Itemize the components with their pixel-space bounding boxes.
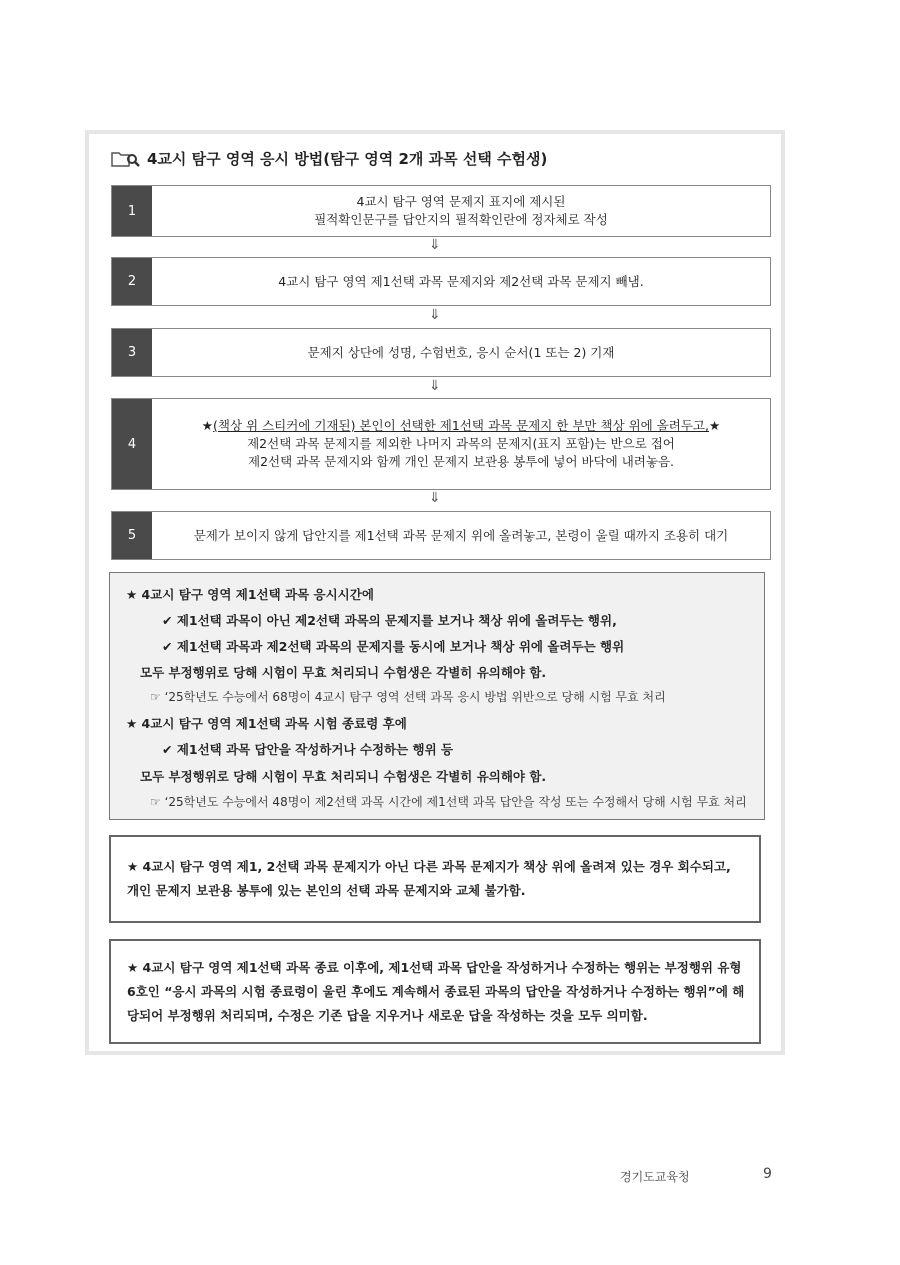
footer-org: 경기도교육청 [620, 1170, 690, 1184]
step-text: 4교시 탐구 영역 문제지 표지에 제시된 [356, 194, 566, 209]
exam-method-panel [85, 130, 785, 1055]
step-4 [111, 398, 771, 490]
down-arrow-icon: ⇓ [429, 378, 441, 394]
warning-note: ☞ ‘25학년도 수능에서 48명이 제2선택 과목 시간에 제1선택 과목 답안을 작성 또는 수정해서 당해 시험 무효 처리 [150, 795, 747, 809]
notice-text: ★ 4교시 탐구 영역 제1선택 과목 종료 이후에, 제1선택 과목 답안을 작성하거나 수정하는 행위는 부정행위 유형 6호인 “응시 과목의 시험 종료령이 울린 후에도 계속해서 종료된 과목의 답안을 작성하거나 수정하는 행위”에 해당되어 부정행위 처리되며, 수정은 기존 답을 지우거나 새로운 답을 작성하는 것을 모두 의미함. [127, 959, 745, 1023]
page-number: 9 [763, 1166, 772, 1182]
step-text: 4교시 탐구 영역 제1선택 과목 문제지와 제2선택 과목 문제지 빼냄. [278, 273, 644, 289]
step-text: 문제지 상단에 성명, 수험번호, 응시 순서(1 또는 2) 기재 [307, 344, 615, 360]
notice-text: ★ 4교시 탐구 영역 제1, 2선택 과목 문제지가 아닌 다른 과목 문제지가 책상 위에 올려져 있는 경우 회수되고, 개인 문제지 보관용 봉투에 있는 본인의 선택 과목 문제지와 교체 불가함. [127, 859, 731, 898]
down-arrow-icon: ⇓ [429, 307, 441, 323]
step-text: 제2선택 과목 문제지를 제외한 나머지 과목의 문제지(표지 포함)는 반으로 접어 [247, 436, 675, 451]
step-number: 4 [112, 399, 152, 489]
step-number: 5 [112, 512, 152, 559]
step-text: 필적확인문구를 답안지의 필적확인란에 정자체로 작성 [314, 212, 608, 227]
warning-box [109, 572, 765, 820]
warning-check-item: ✔ 제1선택 과목이 아닌 제2선택 과목의 문제지를 보거나 책상 위에 올려두는 행위, [162, 613, 617, 628]
step-text: 문제가 보이지 않게 답안지를 제1선택 과목 문제지 위에 올려놓고, 본령이 울릴 때까지 조용히 대기 [193, 527, 729, 543]
warning-check-item: ✔ 제1선택 과목과 제2선택 과목의 문제지를 동시에 보거나 책상 위에 올려두는 행위 [162, 639, 625, 654]
notice-box-1 [109, 835, 761, 923]
step-highlight: ★(책상 위 스티커에 기재된) 본인이 선택한 제1선택 과목 문제지 한 부만 책상 위에 올려두고,★ [201, 418, 721, 433]
folder-search-icon [111, 150, 141, 168]
down-arrow-icon: ⇓ [429, 237, 441, 253]
step-number: 2 [112, 258, 152, 305]
step-number: 3 [112, 329, 152, 376]
warning-message: 모두 부정행위로 당해 시험이 무효 처리되니 수험생은 각별히 유의해야 함. [140, 769, 547, 784]
step-2 [111, 257, 771, 306]
warning-heading: ★ 4교시 탐구 영역 제1선택 과목 응시시간에 [126, 587, 374, 602]
warning-message: 모두 부정행위로 당해 시험이 무효 처리되니 수험생은 각별히 유의해야 함. [140, 665, 547, 680]
warning-heading: ★ 4교시 탐구 영역 제1선택 과목 시험 종료령 후에 [126, 716, 407, 731]
step-1 [111, 185, 771, 237]
step-text: 제2선택 과목 문제지와 함께 개인 문제지 보관용 봉투에 넣어 바닥에 내려놓음. [248, 454, 674, 469]
section-title: 4교시 탐구 영역 응시 방법(탐구 영역 2개 과목 선택 수험생) [111, 148, 547, 169]
warning-note: ☞ ‘25학년도 수능에서 68명이 4교시 탐구 영역 선택 과목 응시 방법 위반으로 당해 시험 무효 처리 [150, 690, 666, 704]
warning-check-item: ✔ 제1선택 과목 답안을 작성하거나 수정하는 행위 등 [162, 742, 454, 757]
step-5 [111, 511, 771, 560]
step-number: 1 [112, 186, 152, 236]
step-3 [111, 328, 771, 377]
down-arrow-icon: ⇓ [429, 490, 441, 506]
notice-box-2 [109, 939, 761, 1044]
